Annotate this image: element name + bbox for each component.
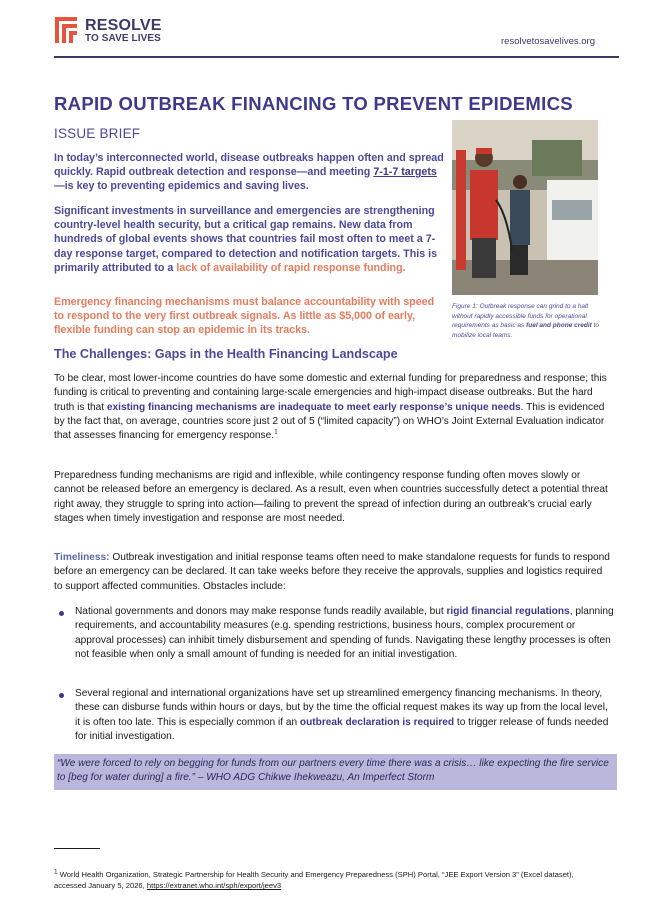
section-heading-challenges: The Challenges: Gaps in the Health Financing Landscape <box>54 347 398 361</box>
issue-brief-label: ISSUE BRIEF <box>54 126 141 141</box>
body-paragraph-2: Preparedness funding mechanisms are rigid and inflexible, while contingency response funding often moves slowly or cannot be released before an emergency is declared. As a result, even when countries successfully detect a potential threat right away, they struggle to spring into action—failing to prevent the spread of infection during an outbreak’s crucial early stages when timely investigation and response are most needed. <box>54 470 608 524</box>
body-paragraph-3: Timeliness: Outbreak investigation and initial response teams often need to make standalone requests for funds to respond before an emergency can be declared. It can take weeks before they receive the approvals, supplies and logistics required to support affected communities. Obstacles include: <box>54 552 610 592</box>
717-targets-link[interactable]: 7-1-7 targets <box>373 166 437 179</box>
logo <box>55 17 195 47</box>
pull-quote: “We were forced to rely on begging for funds from our partners every time there was a crisis… like expecting the fire service to [beg for water during] a fire.” – WHO ADG Chikwe Ihekweazu, An Imperfect Storm <box>54 754 617 790</box>
header-divider <box>54 56 619 58</box>
intro-paragraph-1: In today’s interconnected world, disease outbreaks happen often and spread quickly. Rapid outbreak detection and response—and meeting 7-1-7 targets—is key to preventing epidemics and saving lives. <box>54 152 444 193</box>
photo-illustration <box>452 120 598 295</box>
page-title: RAPID OUTBREAK FINANCING TO PREVENT EPIDEMICS <box>54 93 573 114</box>
list-item: Several regional and international organizations have set up streamlined emergency financing mechanisms. In theory, these can disburse funds within hours or days, but by the time the official request makes its way up from the local level, it is often too late. This is especially common if an outbreak declaration is required to trigger release of funds needed for initial investigation. <box>75 688 609 742</box>
intro-paragraph-3: Emergency financing mechanisms must balance accountability with speed to respond to the very first outbreak signals. As little as $5,000 of early, flexible funding can stop an epidemic in its tracks. <box>54 296 435 337</box>
logo-text-resolve: RESOLVE <box>85 17 162 34</box>
footnote-ref[interactable]: 1 <box>274 428 278 436</box>
logo-text-tagline: TO SAVE LIVES <box>85 33 161 44</box>
logo-mark-icon <box>55 17 79 43</box>
bullet-dot-icon <box>59 693 64 698</box>
body-paragraph-1: To be clear, most lower-income countries do have some domestic and external funding for preparedness and response; this funding is critical to preventing and containing large-scale emergencies and high-impact disease outbreaks. But the hard truth is that existing financing mechanisms are inadequate to meet early response’s unique needs. This is evidenced by the fact that, on average, countries score just 2 out of 5 (“limited capacity”) on WHO’s Joint External Evaluation indicator that assesses financing for emergency response.$^1$ <box>54 373 607 442</box>
bullet-dot-icon <box>59 611 64 616</box>
footnote-divider <box>54 848 100 849</box>
intro-paragraph-2: Significant investments in surveillance and emergencies are strengthening country-level health security, but a critical gap remains. New data from hundreds of global events shows that countries fail most often to meet a 7-day response target, compared to detection and notification targets. This is primarily attributed to a lack of availability of rapid response funding. <box>54 205 438 274</box>
figure-caption: Figure 1: Outbreak response can grind to a halt without rapidly accessible funds for operational requirements as basic as fuel and phone credit to mobilize local teams. <box>452 303 600 339</box>
footnote-link[interactable]: https://extranet.who.int/sph/export/jeev3 <box>146 881 282 891</box>
outbreak-response-photo <box>452 120 598 295</box>
footnote: $^1$ World Health Organization, Strategic Partnership for Health Security and Emergency Preparedness (SPH) Portal, “JEE Export Version 3” (Excel dataset), accessed January 5, 2026, https://extranet.who.int/sph/export/jeev3 <box>54 868 574 891</box>
website-url[interactable]: resolvetosavelives.org <box>501 36 595 47</box>
timeliness-label: Timeliness: <box>54 552 110 563</box>
list-item: National governments and donors may make response funds readily available, but rigid financial regulations, planning requirements, and accountability measures (e.g. spending restrictions, business hours, complex procurement or approval processes) can inhibit timely disbursement and spending of funds. Navigating these lengthy processes is often not feasible when only a small amount of funding is needed for an initial investigation. <box>75 606 614 660</box>
intro-highlight: lack of availability of rapid response funding. <box>176 261 406 274</box>
